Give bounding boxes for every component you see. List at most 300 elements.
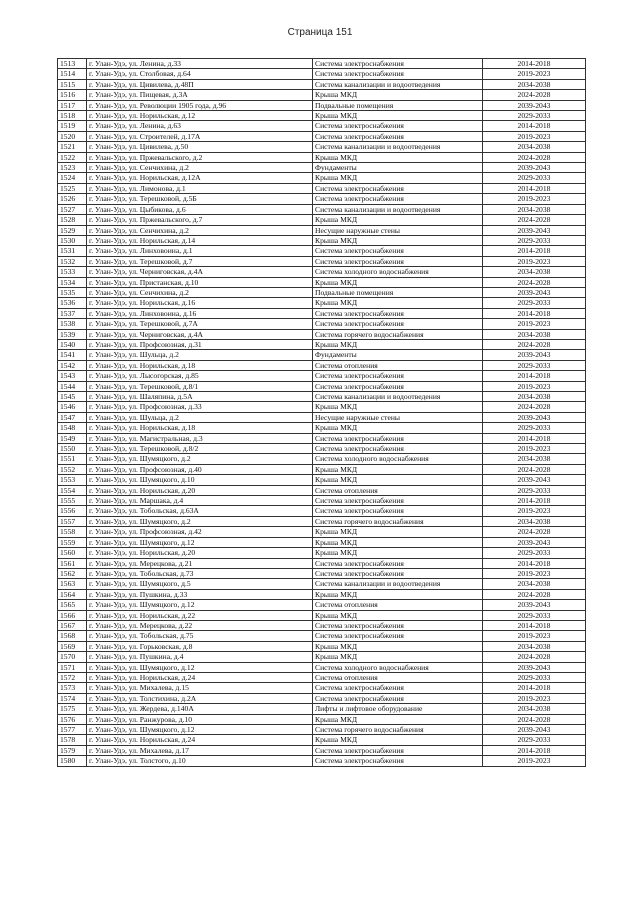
system-cell: Система холодного водоснабжения: [313, 454, 483, 464]
row-number-cell: 1520: [58, 131, 87, 141]
address-cell: г. Улан-Удэ, ул. Терешковой, д.7А: [87, 319, 313, 329]
period-cell: 2029-2033: [483, 111, 586, 121]
row-number-cell: 1566: [58, 610, 87, 620]
row-number-cell: 1545: [58, 392, 87, 402]
row-number-cell: 1580: [58, 756, 87, 766]
row-number-cell: 1540: [58, 339, 87, 349]
table-row: [58, 444, 586, 454]
period-cell: 2014-2018: [483, 59, 586, 69]
period-cell: 2014-2018: [483, 183, 586, 193]
period-cell: 2019-2023: [483, 256, 586, 266]
row-number-cell: 1568: [58, 631, 87, 641]
address-cell: г. Улан-Удэ, ул. Тобольская, д.63А: [87, 506, 313, 516]
period-cell: 2029-2033: [483, 548, 586, 558]
table-row: [58, 121, 586, 131]
row-number-cell: 1547: [58, 412, 87, 422]
table-row: [58, 641, 586, 651]
table-row: [58, 537, 586, 547]
row-number-cell: 1519: [58, 121, 87, 131]
table-row: [58, 59, 586, 69]
period-cell: 2034-2038: [483, 79, 586, 89]
period-cell: 2019-2023: [483, 319, 586, 329]
period-cell: 2019-2023: [483, 131, 586, 141]
address-cell: г. Улан-Удэ, ул. Норильская, д.24: [87, 672, 313, 682]
table-row: [58, 600, 586, 610]
system-cell: Крыша МКД: [313, 735, 483, 745]
period-cell: 2029-2033: [483, 173, 586, 183]
table-row: [58, 693, 586, 703]
address-cell: г. Улан-Удэ, ул. Терешковой, д.5Б: [87, 194, 313, 204]
system-cell: Система электроснабжения: [313, 308, 483, 318]
row-number-cell: 1569: [58, 641, 87, 651]
period-cell: 2014-2018: [483, 308, 586, 318]
system-cell: Система электроснабжения: [313, 496, 483, 506]
table-row: [58, 100, 586, 110]
period-cell: 2014-2018: [483, 433, 586, 443]
table-row: [58, 725, 586, 735]
period-cell: 2014-2018: [483, 496, 586, 506]
address-cell: г. Улан-Удэ, ул. Пушкина, д.33: [87, 589, 313, 599]
row-number-cell: 1531: [58, 246, 87, 256]
table-row: [58, 662, 586, 672]
period-cell: 2029-2033: [483, 610, 586, 620]
row-number-cell: 1562: [58, 568, 87, 578]
address-cell: г. Улан-Удэ, ул. Профсоюзная, д.40: [87, 464, 313, 474]
row-number-cell: 1515: [58, 79, 87, 89]
system-cell: Система канализации и водоотведения: [313, 79, 483, 89]
system-cell: Лифты и лифтовое оборудование: [313, 704, 483, 714]
table-row: [58, 204, 586, 214]
table-row: [58, 423, 586, 433]
row-number-cell: 1523: [58, 163, 87, 173]
row-number-cell: 1529: [58, 225, 87, 235]
system-cell: Система электроснабжения: [313, 59, 483, 69]
table-row: [58, 371, 586, 381]
row-number-cell: 1537: [58, 308, 87, 318]
row-number-cell: 1530: [58, 235, 87, 245]
system-cell: Крыша МКД: [313, 464, 483, 474]
address-cell: г. Улан-Удэ, ул. Норильская, д.20: [87, 485, 313, 495]
system-cell: Система электроснабжения: [313, 506, 483, 516]
row-number-cell: 1550: [58, 444, 87, 454]
system-cell: Система электроснабжения: [313, 256, 483, 266]
row-number-cell: 1546: [58, 402, 87, 412]
address-cell: г. Улан-Удэ, ул. Ленина, д.63: [87, 121, 313, 131]
system-cell: Подвальные помещения: [313, 287, 483, 297]
address-cell: г. Улан-Удэ, ул. Пищевая, д.3А: [87, 90, 313, 100]
address-cell: г. Улан-Удэ, ул. Профсоюзная, д.31: [87, 339, 313, 349]
table-row: [58, 412, 586, 422]
period-cell: 2024-2028: [483, 714, 586, 724]
period-cell: 2029-2033: [483, 672, 586, 682]
address-cell: г. Улан-Удэ, ул. Терешковой, д.7: [87, 256, 313, 266]
system-cell: Крыша МКД: [313, 589, 483, 599]
address-cell: г. Улан-Удэ, ул. Шумяцкого, д.5: [87, 579, 313, 589]
registry-table: [57, 58, 586, 767]
period-cell: 2039-2043: [483, 725, 586, 735]
address-cell: г. Улан-Удэ, ул. Тобольская, д.73: [87, 568, 313, 578]
row-number-cell: 1525: [58, 183, 87, 193]
row-number-cell: 1551: [58, 454, 87, 464]
address-cell: г. Улан-Удэ, ул. Строителей, д.17А: [87, 131, 313, 141]
table-row: [58, 173, 586, 183]
period-cell: 2019-2023: [483, 444, 586, 454]
period-cell: 2024-2028: [483, 277, 586, 287]
address-cell: г. Улан-Удэ, ул. Горьковская, д.8: [87, 641, 313, 651]
system-cell: Система электроснабжения: [313, 620, 483, 630]
address-cell: г. Улан-Удэ, ул. Толстого, д.10: [87, 756, 313, 766]
address-cell: г. Улан-Удэ, ул. Сенчихина, д.2: [87, 287, 313, 297]
address-cell: г. Улан-Удэ, ул. Михалева, д.17: [87, 745, 313, 755]
table-row: [58, 163, 586, 173]
period-cell: 2039-2043: [483, 475, 586, 485]
period-cell: 2039-2043: [483, 163, 586, 173]
table-row: [58, 131, 586, 141]
period-cell: 2039-2043: [483, 412, 586, 422]
period-cell: 2024-2028: [483, 464, 586, 474]
page-title: Страница 151: [287, 27, 353, 38]
address-cell: г. Улан-Удэ, ул. Мерецкова, д.21: [87, 558, 313, 568]
period-cell: 2024-2028: [483, 527, 586, 537]
period-cell: 2029-2033: [483, 735, 586, 745]
system-cell: Крыша МКД: [313, 339, 483, 349]
registry-table-body: [58, 59, 586, 767]
table-row: [58, 631, 586, 641]
table-row: [58, 745, 586, 755]
address-cell: г. Улан-Удэ, ул. Пржевальского, д.7: [87, 215, 313, 225]
row-number-cell: 1570: [58, 652, 87, 662]
system-cell: Система электроснабжения: [313, 121, 483, 131]
address-cell: г. Улан-Удэ, ул. Столбовая, д.64: [87, 69, 313, 79]
address-cell: г. Улан-Удэ, ул. Норильская, д.18: [87, 423, 313, 433]
system-cell: Фундаменты: [313, 163, 483, 173]
system-cell: Крыша МКД: [313, 277, 483, 287]
period-cell: 2014-2018: [483, 246, 586, 256]
table-row: [58, 215, 586, 225]
period-cell: 2024-2028: [483, 402, 586, 412]
table-row: [58, 256, 586, 266]
period-cell: 2014-2018: [483, 745, 586, 755]
system-cell: Система электроснабжения: [313, 568, 483, 578]
table-row: [58, 548, 586, 558]
system-cell: Система холодного водоснабжения: [313, 267, 483, 277]
system-cell: Система канализации и водоотведения: [313, 392, 483, 402]
period-cell: 2014-2018: [483, 558, 586, 568]
period-cell: 2019-2023: [483, 631, 586, 641]
period-cell: 2034-2038: [483, 329, 586, 339]
system-cell: Система горячего водоснабжения: [313, 516, 483, 526]
row-number-cell: 1535: [58, 287, 87, 297]
period-cell: 2034-2038: [483, 641, 586, 651]
system-cell: Система электроснабжения: [313, 246, 483, 256]
system-cell: Подвальные помещения: [313, 100, 483, 110]
table-row: [58, 287, 586, 297]
system-cell: Крыша МКД: [313, 610, 483, 620]
table-row: [58, 183, 586, 193]
table-row: [58, 235, 586, 245]
period-cell: 2024-2028: [483, 589, 586, 599]
address-cell: г. Улан-Удэ, ул. Тобольская, д.75: [87, 631, 313, 641]
system-cell: Крыша МКД: [313, 402, 483, 412]
system-cell: Система электроснабжения: [313, 183, 483, 193]
period-cell: 2034-2038: [483, 204, 586, 214]
row-number-cell: 1579: [58, 745, 87, 755]
table-row: [58, 735, 586, 745]
address-cell: г. Улан-Удэ, ул. Норильская, д.14: [87, 235, 313, 245]
system-cell: Крыша МКД: [313, 90, 483, 100]
table-row: [58, 589, 586, 599]
period-cell: 2024-2028: [483, 652, 586, 662]
system-cell: Система отопления: [313, 360, 483, 370]
system-cell: Система электроснабжения: [313, 69, 483, 79]
table-row: [58, 527, 586, 537]
period-cell: 2034-2038: [483, 704, 586, 714]
period-cell: 2034-2038: [483, 579, 586, 589]
row-number-cell: 1555: [58, 496, 87, 506]
period-cell: 2034-2038: [483, 142, 586, 152]
address-cell: г. Улан-Удэ, ул. Сенчихина, д.2: [87, 163, 313, 173]
row-number-cell: 1574: [58, 693, 87, 703]
row-number-cell: 1557: [58, 516, 87, 526]
table-row: [58, 329, 586, 339]
table-row: [58, 142, 586, 152]
address-cell: г. Улан-Удэ, ул. Шумяцкого, д.2: [87, 454, 313, 464]
row-number-cell: 1577: [58, 725, 87, 735]
period-cell: 2019-2023: [483, 756, 586, 766]
table-row: [58, 704, 586, 714]
address-cell: г. Улан-Удэ, ул. Шаляпина, д.5А: [87, 392, 313, 402]
system-cell: Система отопления: [313, 600, 483, 610]
system-cell: Система электроснабжения: [313, 631, 483, 641]
period-cell: 2024-2028: [483, 339, 586, 349]
period-cell: 2014-2018: [483, 683, 586, 693]
table-row: [58, 339, 586, 349]
table-row: [58, 756, 586, 766]
row-number-cell: 1563: [58, 579, 87, 589]
system-cell: Система электроснабжения: [313, 756, 483, 766]
system-cell: Система электроснабжения: [313, 444, 483, 454]
row-number-cell: 1554: [58, 485, 87, 495]
address-cell: г. Улан-Удэ, ул. Норильская, д.22: [87, 610, 313, 620]
period-cell: 2039-2043: [483, 600, 586, 610]
system-cell: Крыша МКД: [313, 652, 483, 662]
system-cell: Крыша МКД: [313, 527, 483, 537]
table-row: [58, 267, 586, 277]
row-number-cell: 1542: [58, 360, 87, 370]
table-row: [58, 277, 586, 287]
address-cell: г. Улан-Удэ, ул. Цивилева, д.48П: [87, 79, 313, 89]
period-cell: 2029-2033: [483, 423, 586, 433]
row-number-cell: 1552: [58, 464, 87, 474]
period-cell: 2039-2043: [483, 100, 586, 110]
row-number-cell: 1514: [58, 69, 87, 79]
period-cell: 2019-2023: [483, 506, 586, 516]
period-cell: 2034-2038: [483, 392, 586, 402]
row-number-cell: 1548: [58, 423, 87, 433]
address-cell: г. Улан-Удэ, ул. Шумяцкого, д.10: [87, 475, 313, 485]
table-row: [58, 319, 586, 329]
period-cell: 2029-2033: [483, 298, 586, 308]
address-cell: г. Улан-Удэ, ул. Норильская, д.12: [87, 111, 313, 121]
system-cell: Несущие наружные стены: [313, 225, 483, 235]
row-number-cell: 1556: [58, 506, 87, 516]
address-cell: г. Улан-Удэ, ул. Лимонова, д.1: [87, 183, 313, 193]
period-cell: 2024-2028: [483, 152, 586, 162]
row-number-cell: 1553: [58, 475, 87, 485]
row-number-cell: 1549: [58, 433, 87, 443]
period-cell: 2019-2023: [483, 194, 586, 204]
table-row: [58, 579, 586, 589]
row-number-cell: 1543: [58, 371, 87, 381]
address-cell: г. Улан-Удэ, ул. Пржевальского, д.2: [87, 152, 313, 162]
system-cell: Система электроснабжения: [313, 381, 483, 391]
row-number-cell: 1534: [58, 277, 87, 287]
system-cell: Крыша МКД: [313, 111, 483, 121]
address-cell: г. Улан-Удэ, ул. Норильская, д.18: [87, 360, 313, 370]
period-cell: 2019-2023: [483, 693, 586, 703]
system-cell: Несущие наружные стены: [313, 412, 483, 422]
system-cell: Крыша МКД: [313, 548, 483, 558]
address-cell: г. Улан-Удэ, ул. Шумяцкого, д.2: [87, 516, 313, 526]
address-cell: г. Улан-Удэ, ул. Терешковой, д.8/1: [87, 381, 313, 391]
row-number-cell: 1558: [58, 527, 87, 537]
row-number-cell: 1532: [58, 256, 87, 266]
table-row: [58, 152, 586, 162]
period-cell: 2039-2043: [483, 662, 586, 672]
system-cell: Крыша МКД: [313, 215, 483, 225]
row-number-cell: 1517: [58, 100, 87, 110]
system-cell: Крыша МКД: [313, 641, 483, 651]
table-row: [58, 69, 586, 79]
row-number-cell: 1513: [58, 59, 87, 69]
period-cell: 2014-2018: [483, 121, 586, 131]
table-row: [58, 381, 586, 391]
address-cell: г. Улан-Удэ, ул. Толстихина, д.2А: [87, 693, 313, 703]
row-number-cell: 1565: [58, 600, 87, 610]
row-number-cell: 1541: [58, 350, 87, 360]
address-cell: г. Улан-Удэ, ул. Норильская, д.16: [87, 298, 313, 308]
address-cell: г. Улан-Удэ, ул. Ранжурова, д.10: [87, 714, 313, 724]
table-row: [58, 672, 586, 682]
period-cell: 2019-2023: [483, 69, 586, 79]
address-cell: г. Улан-Удэ, ул. Линховоина, д.16: [87, 308, 313, 318]
address-cell: г. Улан-Удэ, ул. Черниговская, д.4А: [87, 267, 313, 277]
period-cell: 2029-2033: [483, 360, 586, 370]
row-number-cell: 1533: [58, 267, 87, 277]
address-cell: г. Улан-Удэ, ул. Революции 1905 года, д.96: [87, 100, 313, 110]
system-cell: Система холодного водоснабжения: [313, 662, 483, 672]
table-row: [58, 506, 586, 516]
address-cell: г. Улан-Удэ, ул. Магистральная, д.3: [87, 433, 313, 443]
address-cell: г. Улан-Удэ, ул. Линховоина, д.1: [87, 246, 313, 256]
row-number-cell: 1560: [58, 548, 87, 558]
system-cell: Система горячего водоснабжения: [313, 329, 483, 339]
address-cell: г. Улан-Удэ, ул. Жердева, д.140А: [87, 704, 313, 714]
system-cell: Система электроснабжения: [313, 131, 483, 141]
row-number-cell: 1559: [58, 537, 87, 547]
table-row: [58, 392, 586, 402]
system-cell: Система электроснабжения: [313, 745, 483, 755]
row-number-cell: 1572: [58, 672, 87, 682]
table-row: [58, 652, 586, 662]
table-row: [58, 225, 586, 235]
address-cell: г. Улан-Удэ, ул. Лысогорская, д.85: [87, 371, 313, 381]
address-cell: г. Улан-Удэ, ул. Терешковой, д.8/2: [87, 444, 313, 454]
table-row: [58, 246, 586, 256]
address-cell: г. Улан-Удэ, ул. Пристанская, д.10: [87, 277, 313, 287]
system-cell: Фундаменты: [313, 350, 483, 360]
system-cell: Система электроснабжения: [313, 371, 483, 381]
table-row: [58, 475, 586, 485]
system-cell: Крыша МКД: [313, 173, 483, 183]
address-cell: г. Улан-Удэ, ул. Цыбикова, д.6: [87, 204, 313, 214]
table-row: [58, 485, 586, 495]
system-cell: Система электроснабжения: [313, 558, 483, 568]
address-cell: г. Улан-Удэ, ул. Норильская, д.20: [87, 548, 313, 558]
period-cell: 2029-2033: [483, 485, 586, 495]
address-cell: г. Улан-Удэ, ул. Шумяцкого, д.12: [87, 600, 313, 610]
period-cell: 2029-2033: [483, 235, 586, 245]
table-row: [58, 714, 586, 724]
row-number-cell: 1516: [58, 90, 87, 100]
system-cell: Крыша МКД: [313, 298, 483, 308]
address-cell: г. Улан-Удэ, ул. Шумяцкого, д.12: [87, 662, 313, 672]
system-cell: Система электроснабжения: [313, 194, 483, 204]
system-cell: Система канализации и водоотведения: [313, 204, 483, 214]
row-number-cell: 1573: [58, 683, 87, 693]
address-cell: г. Улан-Удэ, ул. Черниговская, д.4А: [87, 329, 313, 339]
system-cell: Система электроснабжения: [313, 433, 483, 443]
period-cell: 2034-2038: [483, 267, 586, 277]
row-number-cell: 1561: [58, 558, 87, 568]
system-cell: Система канализации и водоотведения: [313, 142, 483, 152]
system-cell: Крыша МКД: [313, 714, 483, 724]
row-number-cell: 1522: [58, 152, 87, 162]
address-cell: г. Улан-Удэ, ул. Норильская, д.24: [87, 735, 313, 745]
table-row: [58, 610, 586, 620]
row-number-cell: 1526: [58, 194, 87, 204]
period-cell: 2039-2043: [483, 537, 586, 547]
period-cell: 2034-2038: [483, 454, 586, 464]
table-row: [58, 568, 586, 578]
row-number-cell: 1578: [58, 735, 87, 745]
system-cell: Крыша МКД: [313, 152, 483, 162]
period-cell: 2019-2023: [483, 381, 586, 391]
table-row: [58, 433, 586, 443]
address-cell: г. Улан-Удэ, ул. Шумяцкого, д.12: [87, 537, 313, 547]
table-row: [58, 194, 586, 204]
table-row: [58, 90, 586, 100]
period-cell: 2039-2043: [483, 287, 586, 297]
system-cell: Крыша МКД: [313, 235, 483, 245]
address-cell: г. Улан-Удэ, ул. Михалева, д.15: [87, 683, 313, 693]
period-cell: 2014-2018: [483, 371, 586, 381]
table-row: [58, 402, 586, 412]
period-cell: 2039-2043: [483, 350, 586, 360]
system-cell: Крыша МКД: [313, 537, 483, 547]
system-cell: Крыша МКД: [313, 475, 483, 485]
address-cell: г. Улан-Удэ, ул. Профсоюзная, д.42: [87, 527, 313, 537]
table-row: [58, 298, 586, 308]
row-number-cell: 1536: [58, 298, 87, 308]
row-number-cell: 1576: [58, 714, 87, 724]
period-cell: 2019-2023: [483, 568, 586, 578]
table-row: [58, 464, 586, 474]
row-number-cell: 1571: [58, 662, 87, 672]
table-row: [58, 683, 586, 693]
period-cell: 2024-2028: [483, 215, 586, 225]
address-cell: г. Улан-Удэ, ул. Профсоюзная, д.33: [87, 402, 313, 412]
